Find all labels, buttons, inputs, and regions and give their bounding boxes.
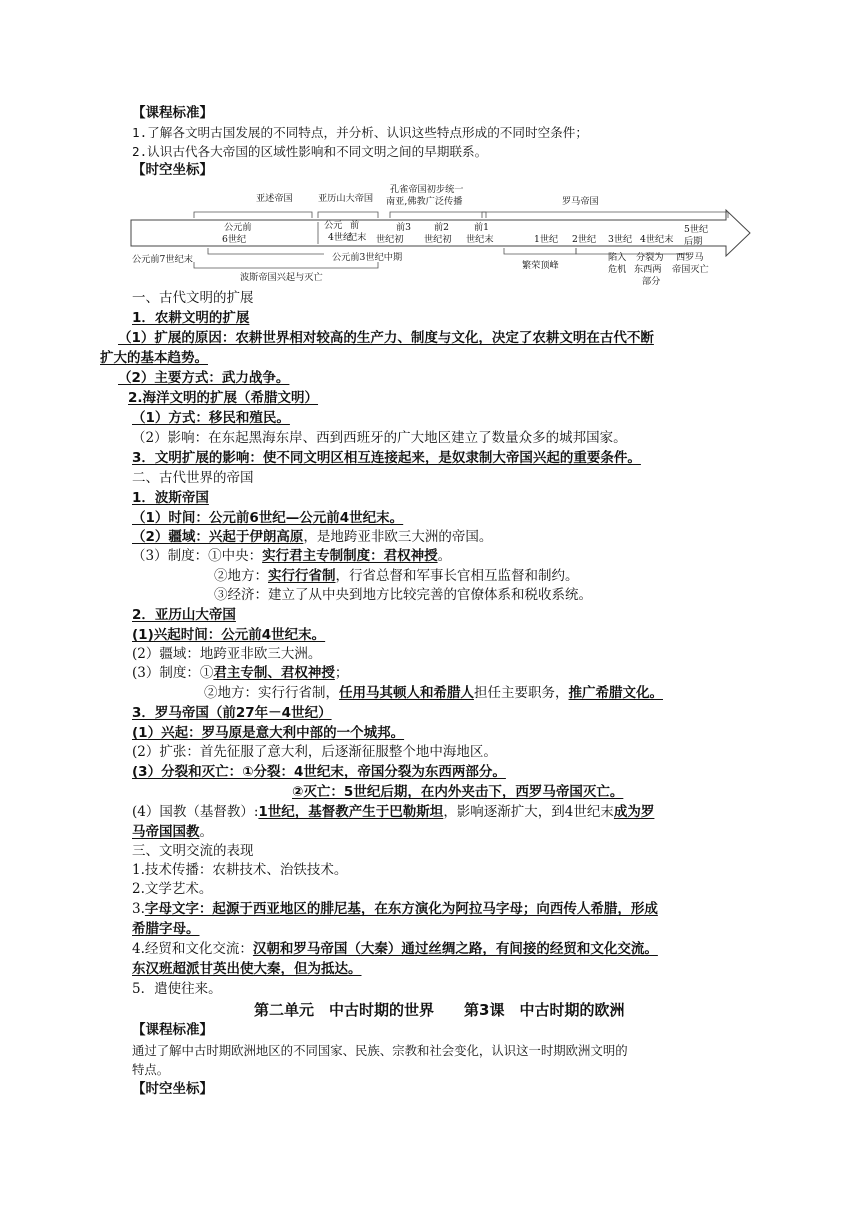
course-standard-heading-2: 【课程标准】 — [132, 1022, 213, 1038]
para-13-key: 君主专制、君权神授 — [213, 665, 335, 681]
para-3: （1）方式：移民和殖民。 — [132, 410, 290, 426]
para-12: (2）疆域：地跨亚非欧三大洲。 — [132, 646, 322, 662]
tl-bc6-a: 公元前 — [224, 222, 252, 233]
tl-ad1: 1世纪 — [534, 234, 559, 245]
para-22-key: 字母文字：起源于西亚地区的腓尼基，在东方演化为阿拉马字母；向西传人希腊，形成 — [144, 901, 658, 917]
para-13 — [132, 664, 348, 683]
para-19-label: (4）国教（基督教）: — [132, 804, 259, 820]
para-14-key-2: 推广希腊文化。 — [568, 685, 663, 701]
tl-bc3-a: 前3 — [396, 222, 412, 233]
para-24: 5．遣使往来。 — [132, 981, 222, 997]
para-17: (3）分裂和灭亡：①分裂：4世纪末，帝国分裂为东西两部分。 — [132, 764, 506, 780]
para-9-key: 实行行省制 — [268, 568, 336, 584]
timeline-heading-2: 【时空坐标】 — [132, 1081, 213, 1097]
para-22a — [132, 900, 658, 919]
para-22b: 希腊字母。 — [132, 921, 200, 937]
para-22-num: 3. — [132, 901, 145, 917]
para-7-rest: ，是地跨亚非欧三大洲的帝国。 — [303, 529, 493, 545]
tl-jimo: 纪末 — [348, 232, 367, 243]
para-19-mid: ，影响逐渐扩大，到4世纪末 — [443, 804, 614, 820]
para-6: （1）时间：公元前6世纪—公元前4世纪末。 — [132, 510, 404, 526]
para-19-key-1: 1世纪，基督教产生于巴勒斯坦 — [258, 804, 444, 820]
para-19b — [132, 823, 213, 842]
section-heading-2: 二、古代世界的帝国 — [132, 470, 254, 486]
para-23-key: 汉朝和罗马帝国（大秦）通过丝绸之路，有间接的经贸和文化交流。 — [252, 941, 658, 957]
para-7 — [132, 528, 492, 547]
subheading-2-3: 3．罗马帝国（前27年－4世纪） — [132, 705, 332, 721]
tl-west-a: 西罗马 — [676, 252, 704, 263]
para-13-end: ； — [334, 665, 349, 681]
tl-split-c: 部分 — [642, 276, 661, 287]
para-20: 1.技术传播：农耕技术、治铁技术。 — [132, 862, 348, 878]
tl-split-a: 分裂为 — [636, 252, 664, 263]
para-23-label: 4.经贸和文化交流： — [132, 941, 253, 957]
standard-text-2b: 特点。 — [132, 1062, 170, 1077]
tl-ad4: 4世纪末 — [640, 234, 674, 245]
para-11: (1)兴起时间：公元前4世纪末。 — [132, 627, 326, 643]
tl-bc2-b: 世纪初 — [424, 234, 452, 245]
tl-bc3mid: 公元前3世纪中期 — [332, 252, 403, 263]
para-7-key: （2）疆域：兴起于伊朗高原 — [132, 529, 304, 545]
tl-crisis-b: 危机 — [608, 264, 627, 275]
para-9-rest: ，行省总督和军事长官相互监督和制约。 — [335, 568, 579, 584]
para-14-label: ②地方：实行行省制， — [204, 685, 339, 701]
tl-qian: 前 — [350, 220, 360, 231]
tl-ad5-b: 后期 — [684, 236, 703, 247]
para-8-label: （3）制度：①中央： — [132, 548, 263, 564]
tl-bc3-b: 世纪初 — [376, 234, 404, 245]
timeline-heading: 【时空坐标】 — [132, 162, 213, 178]
tl-crisis-a: 陷入 — [608, 252, 627, 263]
timeline-figure — [128, 182, 753, 292]
para-18: ②灭亡：5世纪后期，在内外夹击下，西罗马帝国灭亡。 — [292, 784, 624, 800]
standard-item-2: 2.认识古代各大帝国的区域性影响和不同文明之间的早期联系。 — [132, 144, 488, 159]
section-heading-3: 三、文明交流的表现 — [132, 843, 254, 859]
para-4: （2）影响：在东起黑海东岸、西到西班牙的广大地区建立了数量众多的城邦国家。 — [132, 430, 627, 446]
tl-rome: 罗马帝国 — [562, 196, 599, 207]
para-14-key-1: 任用马其顿人和希腊人 — [339, 685, 474, 701]
tl-ad5-a: 5世纪 — [684, 224, 709, 235]
course-standard-heading: 【课程标准】 — [132, 105, 213, 121]
standard-item-1: 1.了解各文明古国发展的不同特点，并分析、认识这些特点形成的不同时空条件； — [132, 125, 588, 140]
tl-bc1-a: 前1 — [474, 222, 490, 233]
tl-ad3: 3世纪 — [608, 234, 633, 245]
para-19-key-2: 成为罗 — [613, 804, 655, 820]
para-1b: 扩大的基本趋势。 — [100, 350, 208, 366]
tl-bc2-a: 前2 — [434, 222, 450, 233]
subheading-2-1: 1．波斯帝国 — [132, 490, 209, 506]
para-2: （2）主要方式：武力战争。 — [118, 370, 290, 386]
para-9 — [214, 567, 579, 586]
para-8 — [132, 547, 451, 566]
tl-persia: 波斯帝国兴起与灭亡 — [240, 272, 323, 283]
tl-peak: 繁荣顶峰 — [522, 260, 559, 271]
tl-kongque-2: 南亚,佛教广泛传播 — [386, 196, 463, 207]
unit-heading: 第二单元 中古时期的世界 第3课 中古时期的欧洲 — [254, 1001, 625, 1019]
section-heading-1: 一、古代文明的扩展 — [132, 290, 254, 306]
para-8-end: 。 — [437, 548, 452, 564]
tl-bc1-b: 世纪末 — [466, 234, 494, 245]
para-23a — [132, 940, 658, 959]
tl-bc4-a: 公元 — [324, 220, 343, 231]
para-10: ③经济：建立了从中央到地方比较完善的官僚体系和税收系统。 — [214, 587, 592, 603]
tl-assyria: 亚述帝国 — [256, 193, 293, 204]
para-15: (1）兴起：罗马原是意大利中部的一个城邦。 — [132, 725, 405, 741]
tl-bc4-b: 4世纪 — [328, 232, 353, 243]
tl-kongque: 孔雀帝国初步统一 — [390, 184, 464, 195]
tl-west-b: 帝国灭亡 — [672, 264, 709, 275]
para-21: 2.文学艺术。 — [132, 881, 213, 897]
standard-text-2a: 通过了解中古时期欧洲地区的不同国家、民族、宗教和社会变化，认识这一时期欧洲文明的 — [132, 1043, 628, 1058]
para-1a: （1）扩展的原因：农耕世界相对较高的生产力、制度与文化，决定了农耕文明在古代不断 — [118, 330, 654, 346]
para-16: (2）扩张：首先征服了意大利，后逐渐征服整个地中海地区。 — [132, 744, 497, 760]
tl-bc6-b: 6世纪 — [222, 234, 247, 245]
para-8-key: 实行君主专制制度：君权神授 — [262, 548, 438, 564]
tl-ad2: 2世纪 — [572, 234, 597, 245]
subheading-2-2: 2．亚历山大帝国 — [132, 607, 236, 623]
para-14-mid: 担任主要职务， — [474, 685, 569, 701]
tl-alexander: 亚历山大帝国 — [318, 193, 374, 204]
para-5: 3．文明扩展的影响：使不同文明区相互连接起来，是奴隶制大帝国兴起的重要条件。 — [132, 450, 641, 466]
para-14 — [204, 684, 663, 703]
para-19-key-3: 马帝国国教 — [132, 824, 200, 840]
para-9-label: ②地方： — [214, 568, 268, 584]
para-13-label: (3）制度：① — [132, 665, 214, 681]
para-19-end: 。 — [199, 824, 213, 840]
tl-bc7: 公元前7世纪末 — [132, 254, 193, 265]
tl-split-b: 东西两 — [634, 264, 662, 275]
subheading-1-1: 1．农耕文明的扩展 — [132, 310, 250, 326]
para-19a — [132, 803, 654, 822]
subheading-1-2: 2.海洋文明的扩展（希腊文明） — [128, 390, 319, 406]
para-23b: 东汉班超派甘英出使大秦，但为抵达。 — [132, 961, 362, 977]
